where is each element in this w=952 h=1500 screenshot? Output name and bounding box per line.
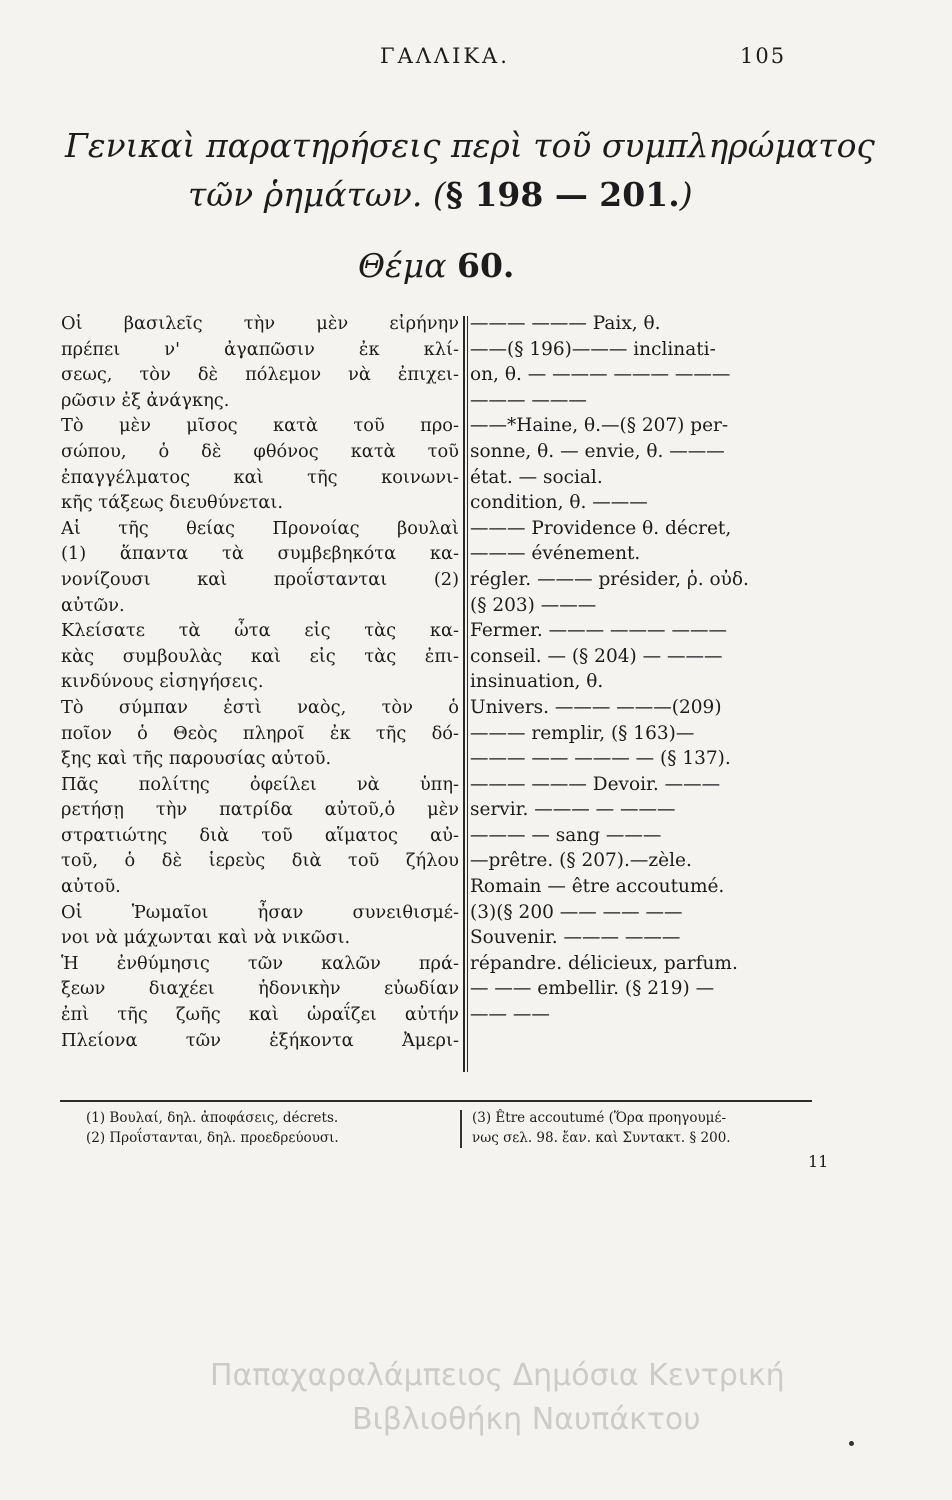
vocabulary-line: ——— ———	[470, 389, 587, 411]
footnote-3-continued: νως σελ. 98. ἔαν. καὶ Συντακτ. § 200.	[472, 1130, 731, 1146]
greek-text-line: ποῖον ὁ Θεὸς πληροῖ ἐκ τῆς δό-	[61, 722, 459, 744]
greek-text-line: Οἱ Ῥωμαῖοι ἦσαν συνειθισμέ-	[61, 901, 459, 923]
column-divider	[463, 316, 465, 1072]
greek-text-line: ρῶσιν ἐξ ἀνάγκης.	[61, 389, 230, 411]
theme-heading	[358, 246, 514, 285]
greek-text-line: αὐτοῦ.	[61, 876, 121, 898]
greek-text-line: Οἱ βασιλεῖς τὴν μὲν εἰρήνην	[61, 313, 459, 334]
greek-text-line: Πᾶς πολίτης ὀφείλει νὰ ὑπη-	[61, 773, 459, 795]
theme-number: 60.	[457, 246, 515, 285]
greek-text-line: σώπου, ὁ δὲ φθόνος κατὰ τοῦ	[61, 440, 459, 462]
vocabulary-line: conseil. — (§ 204) — ———	[470, 645, 723, 667]
french-vocabulary-column	[470, 311, 820, 1053]
heading-close-paren: )	[679, 175, 693, 214]
vocabulary-line: ——— — sang ———	[470, 824, 662, 846]
greek-text-line: τοῦ, ὁ δὲ ἱερεὺς διὰ τοῦ ζήλου	[61, 850, 459, 872]
footnote-2: (2) Προΐστανται, δηλ. προεδρεύουσι.	[86, 1130, 339, 1146]
heading-text: τῶν ῥημάτων. (	[188, 175, 446, 214]
vocabulary-line: insinuation, θ.	[470, 671, 604, 693]
greek-text-line: (1) ἅπαντα τὰ συμβεβηκότα κα-	[61, 543, 459, 565]
greek-text-line: ἐπὶ τῆς ζωῆς καὶ ὡραΐζει αὐτήν	[61, 1004, 459, 1026]
vocabulary-line: ——— événement.	[470, 543, 641, 565]
greek-text-line: Πλείονα τῶν ἑξήκοντα Ἀμερι-	[61, 1029, 459, 1051]
greek-text-line: σεως, τὸν δὲ πόλεμον νὰ ἐπιχει-	[61, 364, 459, 386]
greek-text-line: πρέπει ν' ἀγαπῶσιν ἐκ κλί-	[61, 338, 459, 360]
footnote-3: (3) Être accoutumé (Ὅρα προηγουμέ-	[472, 1110, 727, 1126]
greek-text-line: Ἡ ἐνθύμησις τῶν καλῶν πρά-	[61, 952, 459, 974]
greek-text-line: Τὸ μὲν μῖσος κατὰ τοῦ προ-	[61, 415, 459, 437]
footnote-1: (1) Βουλαί, δηλ. ἀποφάσεις, décrets.	[86, 1110, 339, 1126]
greek-text-line: ἐπαγγέλματος καὶ τῆς κοινωνι-	[61, 466, 459, 488]
greek-text-line: ρετήσῃ τὴν πατρίδα αὐτοῦ,ὁ μὲν	[61, 799, 459, 821]
vocabulary-line: —— ——	[470, 1004, 550, 1026]
greek-text-line: Αἱ τῆς θείας Προνοίας βουλαὶ	[61, 517, 459, 539]
vocabulary-line: (§ 203) ———	[470, 594, 597, 616]
footnote-divider	[460, 1110, 462, 1148]
vocabulary-line: servir. ——— — ———	[470, 799, 676, 821]
vocabulary-line: Fermer. ——— ——— ———	[470, 620, 727, 642]
vocabulary-line: régler. ——— présider, ῥ. οὐδ.	[470, 568, 749, 590]
footnote-rule	[60, 1100, 812, 1102]
signature-mark: 11	[808, 1152, 829, 1171]
greek-text-line: στρατιώτης διὰ τοῦ αἵματος αὐ-	[61, 824, 459, 846]
vocabulary-line: Romain — être accoutumé.	[470, 876, 725, 898]
greek-text-column	[61, 311, 459, 1053]
vocabulary-line	[470, 1028, 820, 1054]
section-heading-line2	[188, 175, 693, 214]
section-range: § 198 — 201.	[445, 175, 680, 214]
vocabulary-line: condition, θ. ———	[470, 492, 648, 514]
running-title: ΓΑΛΛΙΚΑ.	[380, 44, 510, 68]
greek-text-line: ξεων διαχέει ἡδονικὴν εὐωδίαν	[61, 978, 459, 1000]
greek-text-line: ξης καὶ τῆς παρουσίας αὐτοῦ.	[61, 748, 332, 770]
vocabulary-line: ——— ——— Devoir. ———	[470, 773, 721, 795]
vocabulary-line: ——— ——— Paix, θ.	[470, 313, 661, 334]
greek-text-line: αὐτῶν.	[61, 594, 125, 616]
vocabulary-line: ——(§ 196)——— inclinati-	[470, 338, 716, 360]
greek-text-line: Κλείσατε τὰ ὦτα εἰς τὰς κα-	[61, 620, 459, 642]
vocabulary-line: ——*Haine, θ.—(§ 207) per-	[470, 415, 729, 437]
vocabulary-line: (3)(§ 200 —— —— ——	[470, 901, 683, 923]
theme-word: Θέμα	[358, 246, 447, 285]
greek-text-line: κινδύνους εἰσηγήσεις.	[61, 671, 264, 693]
library-watermark-line1: Παπαχαραλάμπειος Δημόσια Κεντρική	[210, 1358, 785, 1393]
vocabulary-line: ——— remplir, (§ 163)—	[470, 722, 695, 744]
greek-text-line: νοι νὰ μάχωνται καὶ νὰ νικῶσι.	[61, 927, 351, 949]
section-heading-line1: Γενικαὶ παρατηρήσεις περὶ τοῦ συμπληρώματος	[65, 126, 875, 165]
greek-text-line: κὰς συμβουλὰς καὶ εἰς τὰς ἐπι-	[61, 645, 459, 667]
library-watermark-line2: Βιβλιοθήκη Ναυπάκτου	[352, 1402, 701, 1437]
vocabulary-line: ——— —— ——— — (§ 137).	[470, 748, 731, 770]
column-divider-inner	[467, 316, 468, 1072]
vocabulary-line: sonne, θ. — envie, θ. ———	[470, 440, 725, 462]
page-number: 105	[740, 44, 787, 68]
ink-dot	[849, 1441, 854, 1446]
greek-text-line: κῆς τάξεως διευθύνεται.	[61, 492, 284, 514]
vocabulary-line: Univers. ——— ———(209)	[470, 696, 722, 718]
vocabulary-line: état. — social.	[470, 466, 603, 488]
vocabulary-line: on, θ. — ——— ——— ———	[470, 364, 731, 386]
vocabulary-line: ——— Providence θ. décret,	[470, 517, 732, 539]
greek-text-line: νονίζουσι καὶ προΐστανται (2)	[61, 568, 459, 590]
vocabulary-line: — —— embellir. (§ 219) —	[470, 978, 715, 1000]
vocabulary-line: Souvenir. ——— ———	[470, 927, 681, 949]
greek-text-line: Τὸ σύμπαν ἐστὶ ναὸς, τὸν ὁ	[61, 696, 459, 718]
vocabulary-line: répandre. délicieux, parfum.	[470, 952, 738, 974]
vocabulary-line: —prêtre. (§ 207).—zèle.	[470, 850, 692, 872]
